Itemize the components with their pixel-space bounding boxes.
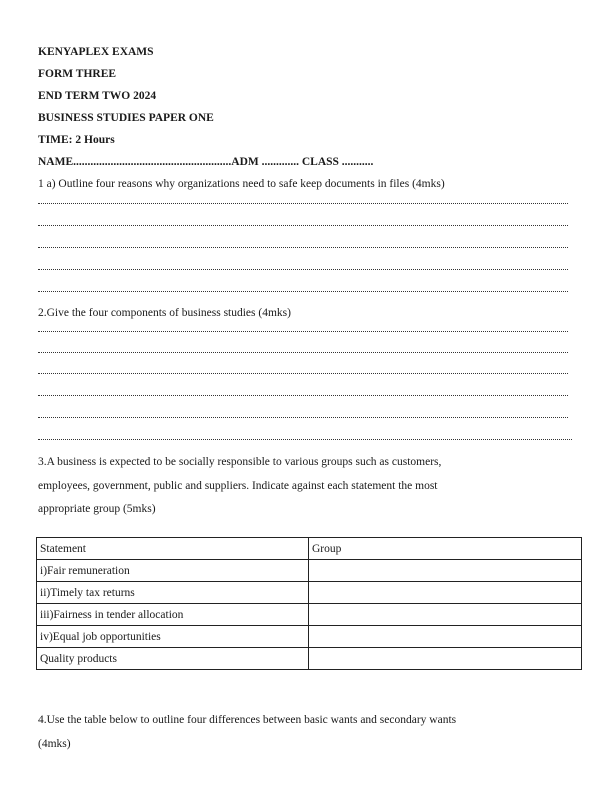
answer-line[interactable] xyxy=(38,269,568,270)
paper-title: BUSINESS STUDIES PAPER ONE xyxy=(38,112,214,124)
question-2: 2.Give the four components of business studies (4mks) xyxy=(38,307,291,319)
group-cell[interactable] xyxy=(309,648,582,670)
table-row xyxy=(37,626,582,648)
answer-line[interactable] xyxy=(38,331,568,332)
term-label: END TERM TWO 2024 xyxy=(38,90,157,102)
time-label: TIME: 2 Hours xyxy=(38,134,115,146)
table-row xyxy=(37,604,582,626)
question-1: 1 a) Outline four reasons why organizations need to safe keep documents in files (4mks) xyxy=(38,178,445,190)
answer-line[interactable] xyxy=(38,352,568,353)
statement-cell: ii)Timely tax returns xyxy=(37,582,309,604)
question-3-line-3: appropriate group (5mks) xyxy=(38,503,156,515)
group-cell[interactable] xyxy=(309,560,582,582)
answer-line[interactable] xyxy=(38,225,568,226)
table-row xyxy=(37,582,582,604)
group-cell[interactable] xyxy=(309,604,582,626)
question-3-line-2: employees, government, public and suppliers. Indicate against each statement the most xyxy=(38,480,438,492)
table-header-row xyxy=(37,538,582,560)
answer-line[interactable] xyxy=(38,203,568,204)
statement-cell: iii)Fairness in tender allocation xyxy=(37,604,309,626)
header-group: Group xyxy=(309,538,582,560)
answer-line[interactable] xyxy=(38,373,568,374)
answer-line[interactable] xyxy=(38,247,568,248)
statement-cell: Quality products xyxy=(37,648,309,670)
answer-line[interactable] xyxy=(38,439,572,440)
responsibility-table xyxy=(36,537,582,670)
name-adm-class-line[interactable]: NAME.......................................................ADM ............. CLASS ........... xyxy=(38,156,374,168)
question-4-line-1: 4.Use the table below to outline four differences between basic wants and secondary wants xyxy=(38,714,457,726)
table-row xyxy=(37,648,582,670)
table-row xyxy=(37,560,582,582)
group-cell[interactable] xyxy=(309,626,582,648)
statement-cell: i)Fair remuneration xyxy=(37,560,309,582)
answer-line[interactable] xyxy=(38,395,568,396)
question-4-line-2: (4mks) xyxy=(38,738,71,750)
form-label: FORM THREE xyxy=(38,68,117,80)
header-statement: Statement xyxy=(37,538,309,560)
question-3-line-1: 3.A business is expected to be socially responsible to various groups such as customers, xyxy=(38,456,442,468)
answer-line[interactable] xyxy=(38,417,568,418)
school-name: KENYAPLEX EXAMS xyxy=(38,46,154,58)
statement-cell: iv)Equal job opportunities xyxy=(37,626,309,648)
group-cell[interactable] xyxy=(309,582,582,604)
answer-line[interactable] xyxy=(38,291,568,292)
